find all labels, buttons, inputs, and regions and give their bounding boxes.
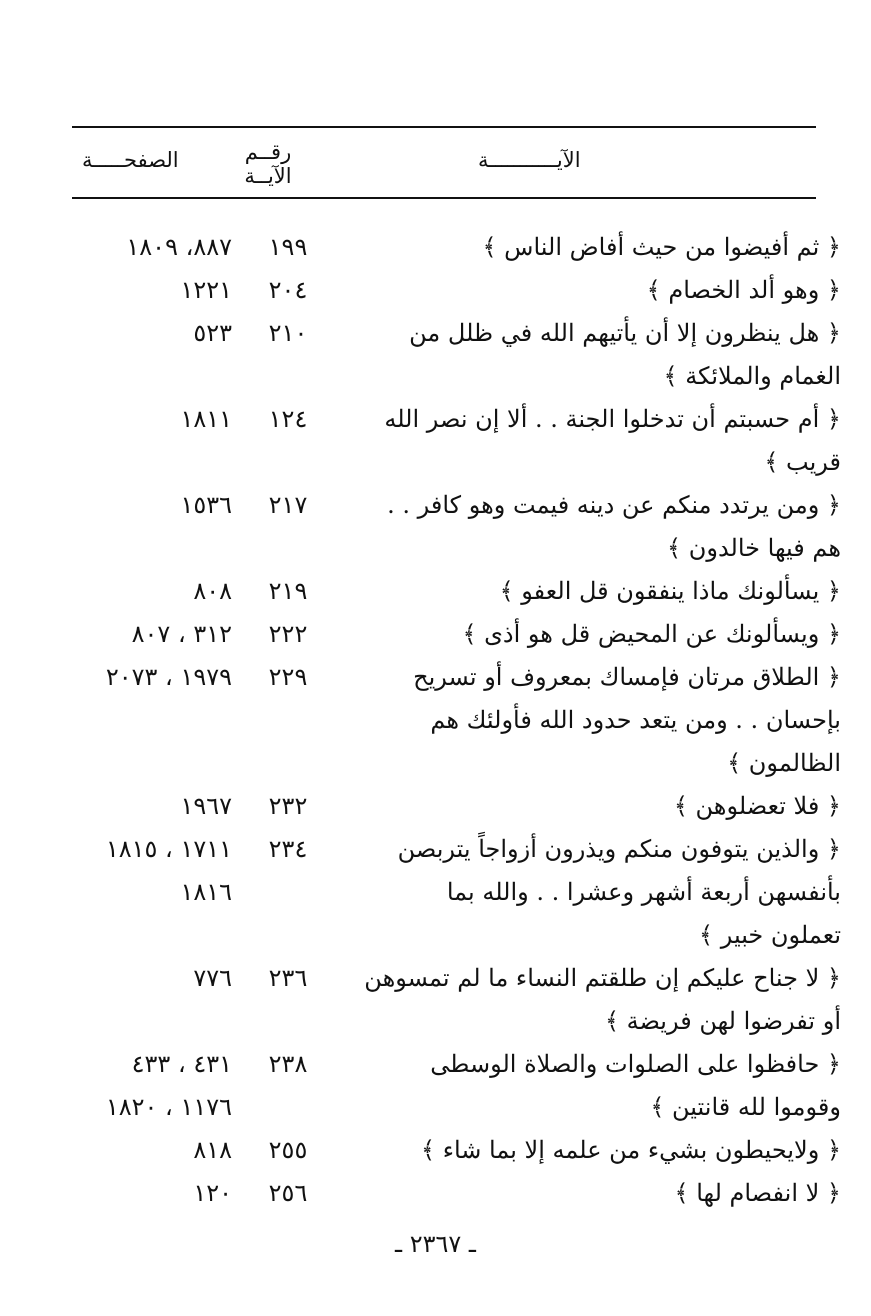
page-references: ٨١٨ <box>193 1136 232 1164</box>
table-row <box>0 828 871 871</box>
table-row <box>0 1000 871 1043</box>
verse-number: ٢٢٢ <box>268 620 308 648</box>
verse-text: ﴿ والذين يتوفون منكم ويذرون أزواجاً يتربصن <box>397 835 841 863</box>
verse-number: ٢٥٥ <box>268 1136 308 1164</box>
verse-text: ﴿ وهو ألد الخصام ﴾ <box>646 276 841 304</box>
verse-number: ١٩٩ <box>268 233 308 261</box>
verse-number: ٢٣٤ <box>268 835 308 863</box>
table-row <box>0 656 871 699</box>
table-row <box>0 570 871 613</box>
verse-number: ٢٠٤ <box>268 276 308 304</box>
table-row <box>0 957 871 1000</box>
verse-text: ﴿ ولايحيطون بشيء من علمه إلا بما شاء ﴾ <box>421 1136 841 1164</box>
verse-number: ٢٣٨ <box>268 1050 308 1078</box>
page-references: ٨٨٧، ١٨٠٩ <box>126 233 232 261</box>
verse-number: ٢٣٢ <box>268 792 308 820</box>
page-references: ٤٣١ ، ٤٣٣ <box>131 1050 232 1078</box>
verse-text: ﴿ الطلاق مرتان فإمساك بمعروف أو تسريح <box>413 663 841 691</box>
page-references: ٧٧٦ <box>193 964 232 992</box>
verse-text: الغمام والملائكة ﴾ <box>663 362 841 390</box>
verse-text: أو تفرضوا لهن فريضة ﴾ <box>604 1007 841 1035</box>
table-row <box>0 1086 871 1129</box>
top-rule <box>72 126 816 128</box>
verse-text: بإحسان . . ومن يتعد حدود الله فأولئك هم <box>430 706 841 734</box>
verse-number: ٢١٠ <box>268 319 308 347</box>
page-references: ١٩٧٩ ، ٢٠٧٣ <box>105 663 232 691</box>
page-column-header: الصفحـــــة <box>82 148 179 172</box>
verse-text: ﴿ ثم أفيضوا من حيث أفاض الناس ﴾ <box>482 233 841 261</box>
verse-number-header-line1: رقــم <box>244 140 292 164</box>
page-references: ٥٢٣ <box>193 319 232 347</box>
verse-text: ﴿ أم حسبتم أن تدخلوا الجنة . . ألا إن نصر الله <box>384 405 841 433</box>
page-references: ١٨١٦ <box>180 878 232 906</box>
verse-number-column-header <box>236 140 300 188</box>
verse-text: ﴿ هل ينظرون إلا أن يأتيهم الله في ظلل من <box>409 319 841 347</box>
verse-text: وقوموا لله قانتين ﴾ <box>650 1093 841 1121</box>
page-references: ١٨١١ <box>180 405 232 433</box>
verse-text: ﴿ فلا تعضلوهن ﴾ <box>673 792 841 820</box>
verse-number: ٢٣٦ <box>268 964 308 992</box>
verse-text: بأنفسهن أربعة أشهر وعشرا . . والله بما <box>446 878 841 906</box>
table-row <box>0 1043 871 1086</box>
verse-text: ﴿ لا جناح عليكم إن طلقتم النساء ما لم تمسوهن <box>364 964 841 992</box>
table-row <box>0 613 871 656</box>
verse-number-header-line2: الآيــة <box>244 164 292 188</box>
verse-text: قريب ﴾ <box>764 448 841 476</box>
table-row <box>0 312 871 355</box>
page-references: ١٧١١ ، ١٨١٥ <box>105 835 232 863</box>
table-row <box>0 871 871 914</box>
verse-text: هم فيها خالدون ﴾ <box>667 534 841 562</box>
table-row <box>0 441 871 484</box>
table-row <box>0 226 871 269</box>
verse-text: ﴿ ومن يرتدد منكم عن دينه فيمت وهو كافر . . <box>387 491 841 519</box>
page-references: ٣١٢ ، ٨٠٧ <box>131 620 232 648</box>
verse-text: الظالمون ﴾ <box>727 749 841 777</box>
table-row <box>0 914 871 957</box>
verse-number: ١٢٤ <box>268 405 308 433</box>
table-row <box>0 355 871 398</box>
verse-number: ٢١٩ <box>268 577 308 605</box>
verse-text: ﴿ حافظوا على الصلوات والصلاة الوسطى <box>430 1050 841 1078</box>
verse-number: ٢٥٦ <box>268 1179 308 1207</box>
verse-text: ﴿ لا انفصام لها ﴾ <box>674 1179 841 1207</box>
verse-text: ﴿ ويسألونك عن المحيض قل هو أذى ﴾ <box>462 620 841 648</box>
table-row <box>0 1172 871 1215</box>
table-row <box>0 484 871 527</box>
table-row <box>0 785 871 828</box>
page-references: ١٢٠ <box>193 1179 232 1207</box>
page-references: ١٩٦٧ <box>180 792 232 820</box>
table-row <box>0 742 871 785</box>
page-references: ١٥٣٦ <box>180 491 232 519</box>
header-rule <box>72 197 816 199</box>
page-references: ٨٠٨ <box>193 577 232 605</box>
table-row <box>0 398 871 441</box>
page-number: ـ ٢٣٦٧ ـ <box>395 1230 476 1258</box>
page-references: ١٢٢١ <box>180 276 232 304</box>
table-row <box>0 1129 871 1172</box>
verse-text: ﴿ يسألونك ماذا ينفقون قل العفو ﴾ <box>499 577 841 605</box>
table-row <box>0 269 871 312</box>
verse-number: ٢٢٩ <box>268 663 308 691</box>
verse-text: تعملون خبير ﴾ <box>699 921 841 949</box>
table-row <box>0 699 871 742</box>
verse-column-header: الآيـــــــــــة <box>478 148 581 172</box>
verse-number: ٢١٧ <box>268 491 308 519</box>
table-row <box>0 527 871 570</box>
page-references: ١١٧٦ ، ١٨٢٠ <box>105 1093 232 1121</box>
